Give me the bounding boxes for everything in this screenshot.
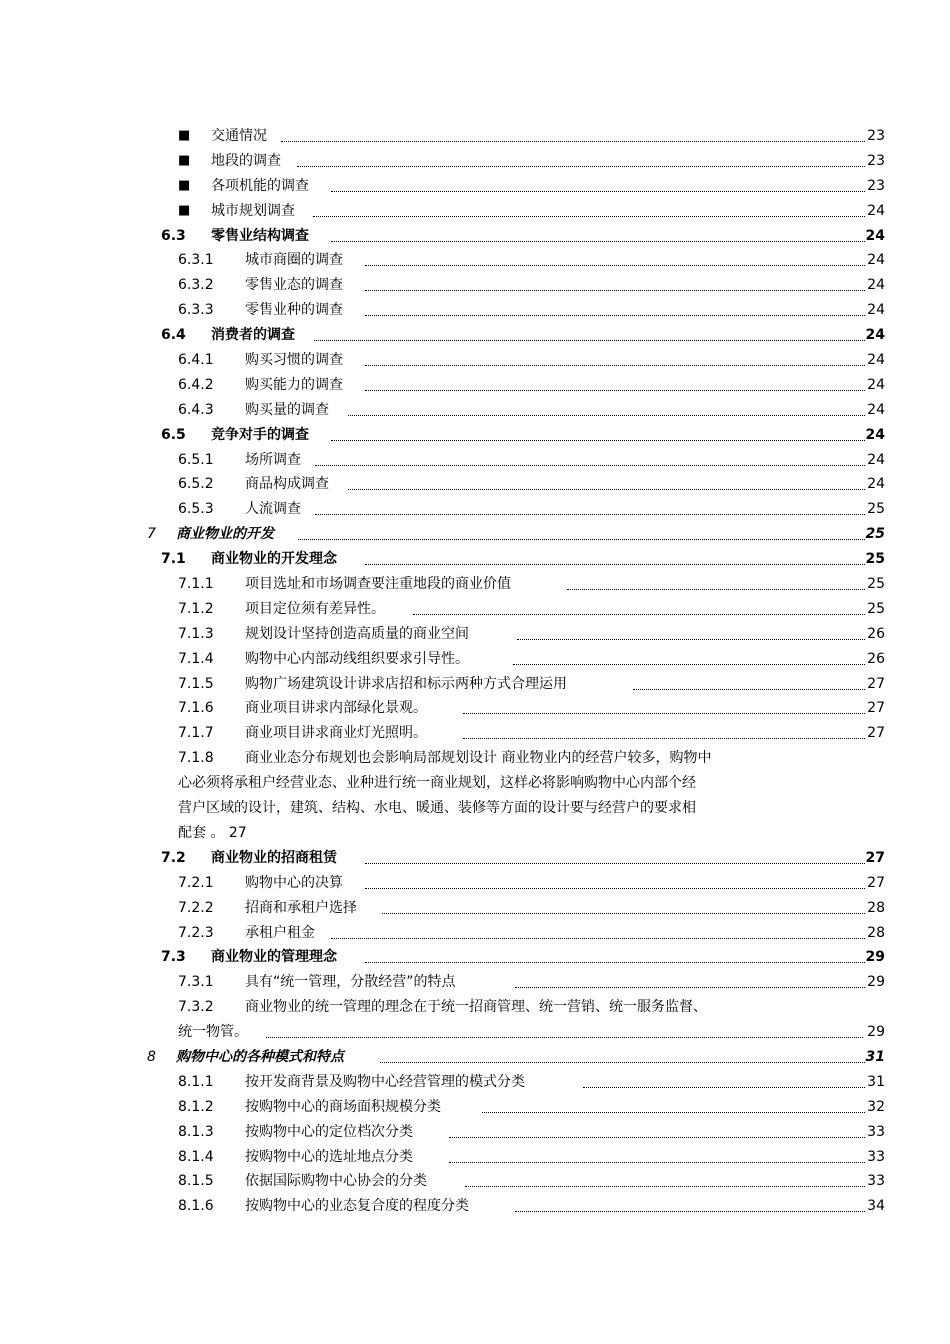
- toc-entry[interactable]: [0, 448, 950, 473]
- toc-entry[interactable]: [0, 572, 950, 597]
- entry-title: 交通情况: [211, 128, 267, 144]
- entry-title-line: 营户区域的设计，建筑、结构、水电、暖通、装修等方面的设计要与经营户的要求相: [178, 800, 696, 817]
- toc-entry[interactable]: [0, 647, 950, 672]
- toc-entry-continuation[interactable]: [0, 1020, 950, 1045]
- entry-number: 7.1.3: [178, 625, 214, 642]
- entry-title: 购买习惯的调查: [245, 352, 343, 369]
- entry-title: 零售业态的调查: [245, 277, 343, 294]
- dot-leader: [348, 415, 865, 416]
- entry-title: 城市商圈的调查: [245, 252, 343, 269]
- toc-entry[interactable]: [0, 970, 950, 995]
- entry-title: 商业物业的招商租赁: [211, 849, 337, 866]
- entry-title: 承租户租金: [245, 924, 315, 941]
- page-number: 23: [867, 177, 885, 194]
- page-number: 24: [867, 277, 885, 294]
- page-number: 24: [867, 352, 885, 369]
- page-number: 27: [867, 700, 885, 717]
- dot-leader: [331, 938, 865, 939]
- entry-title: 购物广场建筑设计讲求店招和标示两种方式合理运用: [245, 675, 567, 692]
- page-number: 23: [867, 152, 885, 169]
- toc-entry[interactable]: [0, 348, 950, 373]
- entry-title: 商业物业的开发理念: [211, 551, 337, 568]
- dot-leader: [517, 639, 865, 640]
- page-number: 24: [865, 426, 885, 443]
- toc-entry[interactable]: [0, 199, 950, 224]
- dot-leader: [313, 216, 865, 217]
- dot-leader: [266, 1037, 863, 1038]
- dot-leader: [365, 962, 865, 963]
- toc-entry[interactable]: [0, 597, 950, 622]
- entry-title: 项目选址和市场调查要注重地段的商业价值: [245, 576, 511, 593]
- entry-title: 按购物中心的业态复合度的程度分类: [245, 1198, 469, 1215]
- entry-number: 7: [147, 526, 156, 543]
- dot-leader: [348, 489, 865, 490]
- entry-title: 商业物业的开发: [176, 526, 274, 543]
- dot-leader: [463, 738, 865, 739]
- toc-entry[interactable]: [0, 547, 950, 572]
- page-number: 26: [867, 650, 885, 667]
- toc-entry[interactable]: [0, 472, 950, 497]
- entry-title: 消费者的调查: [211, 327, 295, 344]
- entry-title: 商业项目讲求内部绿化景观。: [245, 700, 427, 717]
- toc-entry[interactable]: [0, 746, 950, 771]
- toc-entry[interactable]: [0, 248, 950, 273]
- entry-number: 6.5.3: [178, 501, 214, 518]
- page-number: 23: [867, 128, 885, 144]
- entry-number: 6.4.3: [178, 401, 214, 418]
- toc-entry[interactable]: [0, 896, 950, 921]
- dot-leader: [365, 564, 865, 565]
- entry-number: 7.3.1: [178, 974, 214, 991]
- page-number: 25: [867, 501, 885, 518]
- entry-title: 规划设计坚持创造高质量的商业空间: [245, 625, 469, 642]
- entry-title: 招商和承租户选择: [245, 899, 357, 916]
- entry-number: 7.1.1: [178, 576, 214, 593]
- entry-title: 按购物中心的定位档次分类: [245, 1123, 413, 1140]
- toc-entry[interactable]: [0, 1194, 950, 1219]
- page-number: 34: [867, 1198, 885, 1215]
- table-of-contents: [0, 124, 950, 1219]
- dot-leader: [482, 1112, 865, 1113]
- entry-number: 7.1.7: [178, 725, 214, 742]
- entry-title-line: 心必须将承租户经营业态、业种进行统一商业规划，这样必将影响购物中心内部个经: [178, 775, 696, 792]
- dot-leader: [298, 539, 865, 540]
- page-number: 25: [865, 526, 885, 543]
- entry-title-line: 统一物管。: [178, 1024, 248, 1041]
- toc-entry[interactable]: [0, 1145, 950, 1170]
- dot-leader: [380, 1062, 865, 1063]
- entry-number: 7.2: [161, 849, 186, 866]
- page-number: 27: [867, 874, 885, 891]
- entry-number: 6.4.2: [178, 376, 214, 393]
- toc-entry[interactable]: [0, 945, 950, 970]
- entry-number: 6.4: [161, 327, 186, 344]
- entry-title: 按购物中心的商场面积规模分类: [245, 1098, 441, 1115]
- entry-title: 竞争对手的调查: [211, 426, 309, 443]
- dot-leader: [413, 614, 865, 615]
- dot-leader: [449, 1137, 865, 1138]
- page-number: 28: [867, 899, 885, 916]
- page-number: 33: [867, 1123, 885, 1140]
- dot-leader: [315, 514, 865, 515]
- page-number: 25: [865, 551, 885, 568]
- page-number: 31: [867, 1073, 885, 1090]
- dot-leader: [633, 689, 865, 690]
- entry-number: 7.1.2: [178, 600, 214, 617]
- toc-entry[interactable]: [0, 423, 950, 448]
- page-number: 33: [867, 1148, 885, 1165]
- bullet-icon: ■: [178, 128, 191, 143]
- entry-title: 城市规划调查: [211, 202, 295, 219]
- entry-number: 8.1.6: [178, 1198, 214, 1215]
- page-number: 27: [867, 725, 885, 742]
- dot-leader: [365, 863, 865, 864]
- toc-entry[interactable]: [0, 1169, 950, 1194]
- page-number: 32: [867, 1098, 885, 1115]
- page-number: 27: [865, 849, 885, 866]
- toc-entry[interactable]: [0, 497, 950, 522]
- entry-number: 8.1.4: [178, 1148, 214, 1165]
- entry-number: 7.1.8: [178, 750, 214, 767]
- toc-entry[interactable]: [0, 696, 950, 721]
- toc-entry[interactable]: [0, 1070, 950, 1095]
- entry-title: 购买能力的调查: [245, 376, 343, 393]
- dot-leader: [365, 365, 865, 366]
- entry-number: 7.3.2: [178, 999, 214, 1016]
- toc-entry[interactable]: [0, 373, 950, 398]
- page-number: 24: [867, 376, 885, 393]
- toc-entry[interactable]: [0, 522, 950, 547]
- toc-entry[interactable]: [0, 298, 950, 323]
- toc-entry[interactable]: [0, 995, 950, 1020]
- toc-entry[interactable]: [0, 174, 950, 199]
- entry-title: 商业物业的统一管理的理念在于统一招商管理、统一营销、统一服务监督、: [245, 999, 707, 1016]
- bullet-icon: ■: [178, 202, 191, 218]
- page-number: 24: [867, 202, 885, 219]
- entry-title: 场所调查: [245, 451, 301, 468]
- dot-leader: [365, 290, 865, 291]
- entry-title: 地段的调查: [211, 152, 281, 169]
- entry-title-continuation: [0, 821, 950, 846]
- dot-leader: [465, 1186, 865, 1187]
- page-number: 24: [865, 327, 885, 344]
- dot-leader: [314, 340, 865, 341]
- dot-leader: [365, 390, 865, 391]
- dot-leader: [331, 440, 865, 441]
- page-number: 25: [867, 600, 885, 617]
- entry-title: 商业物业的管理理念: [211, 949, 337, 966]
- page-number: 24: [867, 451, 885, 468]
- toc-entry[interactable]: [0, 273, 950, 298]
- entry-number: 6.3: [161, 227, 186, 244]
- entry-number: 6.3.1: [178, 252, 214, 269]
- toc-entry[interactable]: [0, 398, 950, 423]
- entry-title: 依据国际购物中心协会的分类: [245, 1173, 427, 1190]
- entry-number: 6.5.1: [178, 451, 214, 468]
- dot-leader: [583, 1087, 865, 1088]
- entry-title: 具有“统一管理，分散经营”的特点: [245, 974, 456, 991]
- dot-leader: [365, 888, 865, 889]
- entry-number: 7.1.6: [178, 700, 214, 717]
- entry-number: 8.1.1: [178, 1073, 214, 1090]
- entry-title: 按购物中心的选址地点分类: [245, 1148, 413, 1165]
- entry-number: 6.5: [161, 426, 186, 443]
- entry-title: 购物中心的各种模式和特点: [176, 1048, 344, 1065]
- page-number: 25: [867, 576, 885, 593]
- toc-entry[interactable]: [0, 1045, 950, 1070]
- entry-number: 7.3: [161, 949, 186, 966]
- page-number: 26: [867, 625, 885, 642]
- toc-entry[interactable]: [0, 672, 950, 697]
- dot-leader: [297, 166, 865, 167]
- entry-number: 6.3.2: [178, 277, 214, 294]
- toc-entry[interactable]: [0, 721, 950, 746]
- entry-title: 零售业结构调查: [211, 227, 309, 244]
- page-number: 29: [867, 1024, 885, 1041]
- entry-title-line: 配套 。 27: [178, 824, 247, 841]
- dot-leader: [513, 664, 865, 665]
- page-number: 33: [867, 1173, 885, 1190]
- entry-title: 人流调查: [245, 501, 301, 518]
- page-number: 24: [867, 476, 885, 493]
- entry-title: 商业业态分布规划也会影响局部规划设计 商业物业内的经营户较多，购物中: [245, 750, 712, 767]
- entry-number: 8: [147, 1048, 156, 1065]
- entry-number: 6.5.2: [178, 476, 214, 493]
- toc-entry[interactable]: [0, 224, 950, 249]
- toc-entry[interactable]: [0, 124, 950, 149]
- page-number: 24: [867, 302, 885, 319]
- entry-title: 购物中心的决算: [245, 874, 343, 891]
- dot-leader: [449, 1162, 865, 1163]
- dot-leader: [365, 265, 865, 266]
- entry-number: 8.1.2: [178, 1098, 214, 1115]
- entry-number: 7.2.2: [178, 899, 214, 916]
- page-number: 29: [867, 974, 885, 991]
- dot-leader: [365, 315, 865, 316]
- page-number: 24: [865, 227, 885, 244]
- page-number: 28: [867, 924, 885, 941]
- entry-title: 购物中心内部动线组织要求引导性。: [245, 650, 469, 667]
- toc-entry[interactable]: [0, 846, 950, 871]
- bullet-icon: ■: [178, 177, 191, 193]
- toc-entry[interactable]: [0, 921, 950, 946]
- page-number: 29: [865, 949, 885, 966]
- dot-leader: [567, 589, 865, 590]
- entry-number: 7.2.3: [178, 924, 214, 941]
- entry-title: 各项机能的调查: [211, 177, 309, 194]
- entry-number: 8.1.5: [178, 1173, 214, 1190]
- bullet-icon: ■: [178, 152, 191, 168]
- entry-title-continuation: [0, 796, 950, 821]
- toc-entry[interactable]: [0, 149, 950, 174]
- entry-number: 7.1: [161, 551, 186, 568]
- dot-leader: [315, 465, 865, 466]
- dot-leader: [281, 141, 865, 142]
- entry-title: 商品构成调查: [245, 476, 329, 493]
- entry-title: 购买量的调查: [245, 401, 329, 418]
- page-number: 24: [867, 252, 885, 269]
- entry-number: 6.3.3: [178, 302, 214, 319]
- entry-title: 按开发商背景及购物中心经营管理的模式分类: [245, 1073, 525, 1090]
- dot-leader: [515, 987, 865, 988]
- entry-number: 7.2.1: [178, 874, 214, 891]
- entry-number: 8.1.3: [178, 1123, 214, 1140]
- dot-leader: [382, 913, 865, 914]
- dot-leader: [515, 1211, 865, 1212]
- entry-number: 7.1.4: [178, 650, 214, 667]
- entry-title-continuation: [0, 771, 950, 796]
- entry-number: 6.4.1: [178, 352, 214, 369]
- toc-entry[interactable]: [0, 1120, 950, 1145]
- entry-number: 7.1.5: [178, 675, 214, 692]
- page-number: 31: [865, 1048, 885, 1065]
- toc-entry[interactable]: [0, 323, 950, 348]
- page-number: 27: [867, 675, 885, 692]
- dot-leader: [331, 191, 865, 192]
- dot-leader: [463, 713, 865, 714]
- entry-title: 项目定位须有差异性。: [245, 600, 385, 617]
- page-number: 24: [867, 401, 885, 418]
- toc-entry[interactable]: [0, 871, 950, 896]
- toc-entry[interactable]: [0, 1095, 950, 1120]
- entry-title: 零售业种的调查: [245, 302, 343, 319]
- entry-title: 商业项目讲求商业灯光照明。: [245, 725, 427, 742]
- dot-leader: [331, 241, 865, 242]
- toc-entry[interactable]: [0, 622, 950, 647]
